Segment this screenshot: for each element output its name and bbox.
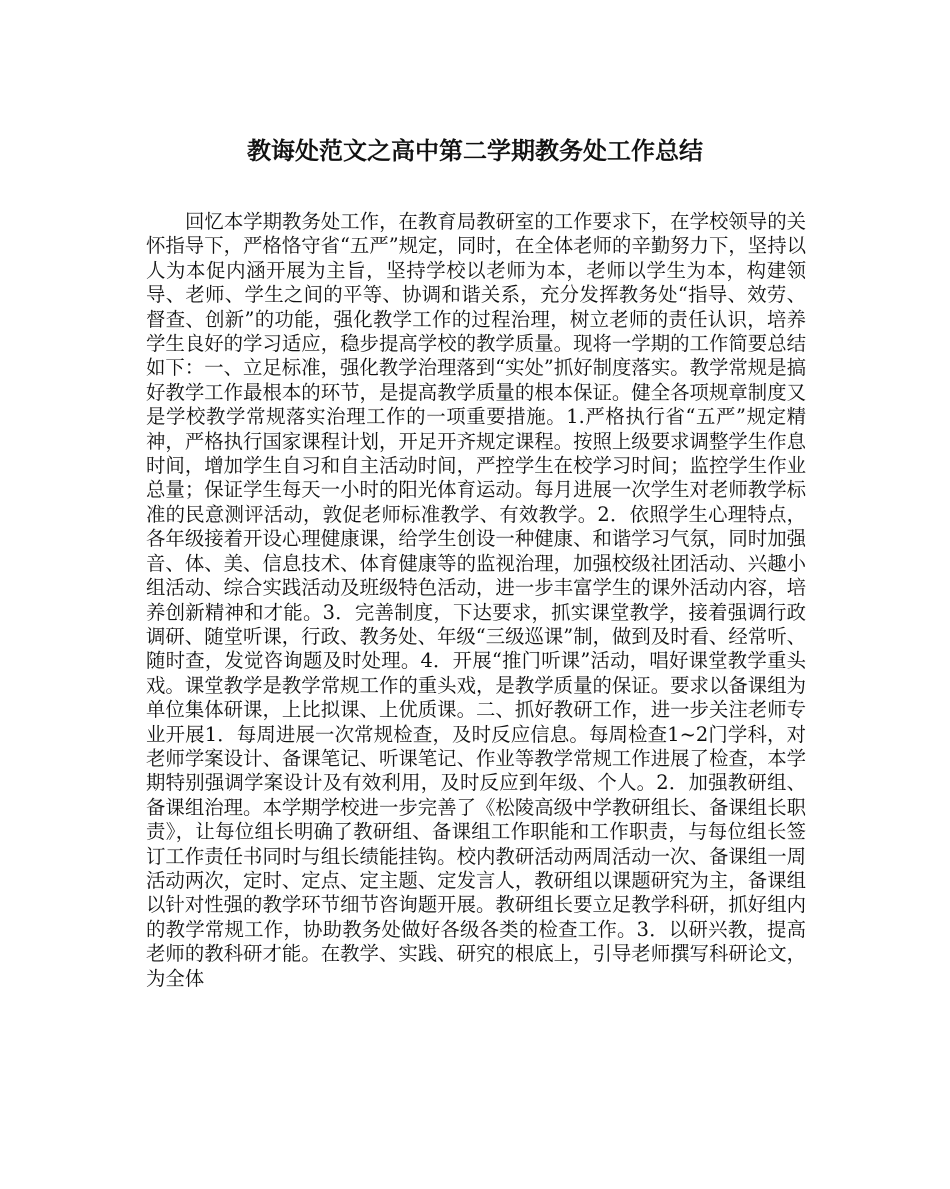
document-body-paragraph: 回忆本学期教务处工作，在教育局教研室的工作要求下，在学校领导的关怀指导下，严格恪守省“五严”规定，同时，在全体老师的辛勤努力下，坚持以人为本促内涵开展为主旨，坚持学校以老师为本，老师以学生为本，构建领导、老师、学生之间的平等、协调和谐关系，充分发挥教务处“指导、效劳、督查、创新”的功能，强化教学工作的过程治理，树立老师的责任认识，培养学生良好的学习适应，稳步提高学校的教学质量。现将一学期的工作简要总结如下：一、立足标准，强化教学治理落到“实处”抓好制度落实。教学常规是搞好教学工作最根本的环节，是提高教学质量的根本保证。健全各项规章制度又是学校教学常规落实治理工作的一项重要措施。1.严格执行省“五严”规定精神，严格执行国家课程计划，开足开齐规定课程。按照上级要求调整学生作息时间，增加学生自习和自主活动时间，严控学生在校学习时间；监控学生作业总量；保证学生每天一小时的阳光体育运动。每月进展一次学生对老师教学标准的民意测评活动，敦促老师标准教学、有效教学。2．依照学生心理特点，各年级接着开设心理健康课，给学生创设一种健康、和谐学习气氛，同时加强音、体、美、信息技术、体育健康等的监视治理，加强校级社团活动、兴趣小组活动、综合实践活动及班级特色活动，进一步丰富学生的课外活动内容，培养创新精神和才能。3．完善制度，下达要求，抓实课堂教学，接着强调行政调研、随堂听课，行政、教务处、年级“三级巡课”制，做到及时看、经常听、随时查，发觉咨询题及时处理。4．开展“推门听课”活动，唱好课堂教学重头戏。课堂教学是教学常规工作的重头戏，是教学质量的保证。要求以备课组为单位集体研课，上比拟课、上优质课。二、抓好教研工作，进一步关注老师专业开展1．每周进展一次常规检查，及时反应信息。每周检查1~2门学科，对老师学案设计、备课笔记、听课笔记、作业等教学常规工作进展了检查，本学期特别强调学案设计及有效利用，及时反应到年级、个人。2．加强教研组、备课组治理。本学期学校进一步完善了《松陵高级中学教研组长、备课组长职责》，让每位组长明确了教研组、备课组工作职能和工作职责，与每位组长签订工作责任书同时与组长绩能挂钩。校内教研活动两周活动一次、备课组一周活动两次，定时、定点、定主题、定发言人，教研组以课题研究为主，备课组以针对性强的教学环节细节咨询题开展。教研组长要立足教学科研，抓好组内的教学常规工作，协助教务处做好各级各类的检查工作。3．以研兴教，提高老师的教科研才能。在教学、实践、研究的根底上，引导老师撰写科研论文，为全体 xyxy=(146,210,806,990)
document-title: 教诲处范文之高中第二学期教务处工作总结 xyxy=(247,137,703,165)
